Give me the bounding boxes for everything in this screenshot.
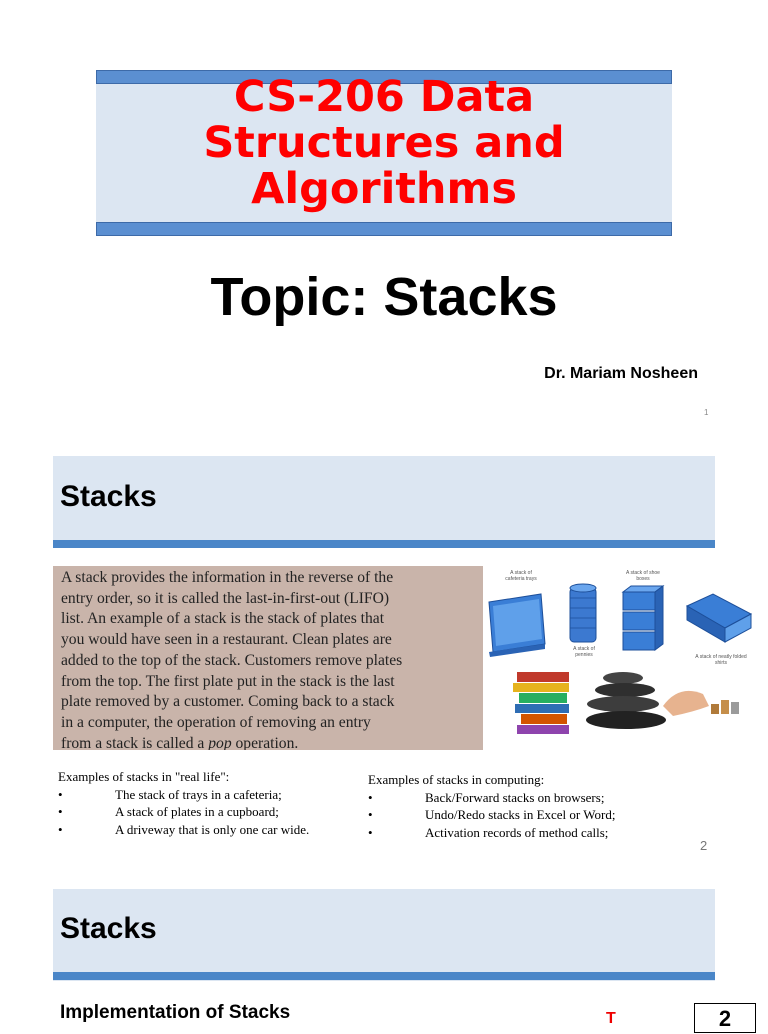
title-box-bottom-bar bbox=[96, 222, 672, 236]
book-line: added to the top of the stack. Customers remove plates bbox=[61, 651, 403, 669]
boxes-picture bbox=[623, 586, 663, 650]
shirts-picture bbox=[687, 594, 751, 642]
red-text-fragment: T bbox=[606, 1010, 616, 1024]
books-picture bbox=[513, 672, 569, 734]
author-name: Dr. Mariam Nosheen bbox=[544, 365, 698, 382]
list-item: • A stack of plates in a cupboard; bbox=[58, 803, 348, 821]
caption-pennies: A stack of pennies bbox=[573, 646, 595, 658]
book-excerpt bbox=[53, 566, 483, 750]
stack-illustrations bbox=[483, 566, 755, 736]
list-item: • Back/Forward stacks on browsers; bbox=[368, 789, 698, 807]
caption-boxes: A stack of shoe boxes bbox=[626, 570, 660, 582]
slide2-heading: Stacks bbox=[60, 480, 157, 513]
list-item: • Undo/Redo stacks in Excel or Word; bbox=[368, 806, 698, 824]
slide2-header-bar bbox=[53, 540, 715, 548]
book-line: entry order, so it is called the last-in-first-out (LIFO) bbox=[61, 589, 390, 607]
implementation-subheading: Implementation of Stacks bbox=[60, 1002, 291, 1023]
real-life-heading: Examples of stacks in "real life": bbox=[58, 769, 230, 784]
number-box: 2 bbox=[694, 1003, 756, 1033]
course-title-line-3: Algorithms bbox=[251, 164, 517, 214]
pop-term: pop bbox=[208, 734, 232, 750]
list-item: • A driveway that is only one car wide. bbox=[58, 821, 348, 839]
book-line: from the top. The first plate put in the stack is the last bbox=[61, 672, 395, 690]
course-title-line-1: CS-206 Data bbox=[233, 74, 535, 122]
coins-picture bbox=[663, 691, 739, 716]
real-life-list bbox=[58, 786, 348, 839]
page-number-1: 1 bbox=[704, 408, 709, 417]
computing-list bbox=[368, 789, 698, 842]
book-line: in a computer, the operation of removing an entry bbox=[61, 713, 371, 731]
page-number-2: 2 bbox=[700, 838, 708, 853]
topic-title: Topic: Stacks bbox=[210, 267, 558, 327]
course-title bbox=[96, 74, 672, 224]
slide3-header-bar bbox=[53, 972, 715, 980]
book-line: you would have seen in a restaurant. Clean plates are bbox=[61, 631, 392, 649]
book-line: list. An example of a stack is the stack of plates that bbox=[61, 610, 385, 628]
computing-heading: Examples of stacks in computing: bbox=[368, 772, 545, 787]
stones-picture bbox=[586, 672, 666, 729]
caption-trays: A stack of cafeteria trays bbox=[505, 570, 537, 582]
slide3-heading: Stacks bbox=[60, 912, 157, 945]
book-line: plate removed by a customer. Coming back to a stack bbox=[61, 693, 395, 711]
computing-examples bbox=[368, 771, 698, 841]
caption-shirts: A stack of neatly folded shirts bbox=[695, 654, 747, 666]
list-item: • Activation records of method calls; bbox=[368, 824, 698, 842]
book-line-last: from a stack is called a pop operation. bbox=[61, 734, 299, 750]
real-life-examples bbox=[58, 768, 348, 838]
course-title-line-2: Structures and bbox=[203, 118, 565, 168]
pennies-picture bbox=[570, 584, 596, 642]
stack-illustrations-graphic bbox=[483, 566, 755, 736]
book-line: A stack provides the information in the reverse of the bbox=[61, 569, 394, 586]
trays-picture bbox=[489, 594, 545, 657]
list-item: • The stack of trays in a cafeteria; bbox=[58, 786, 348, 804]
